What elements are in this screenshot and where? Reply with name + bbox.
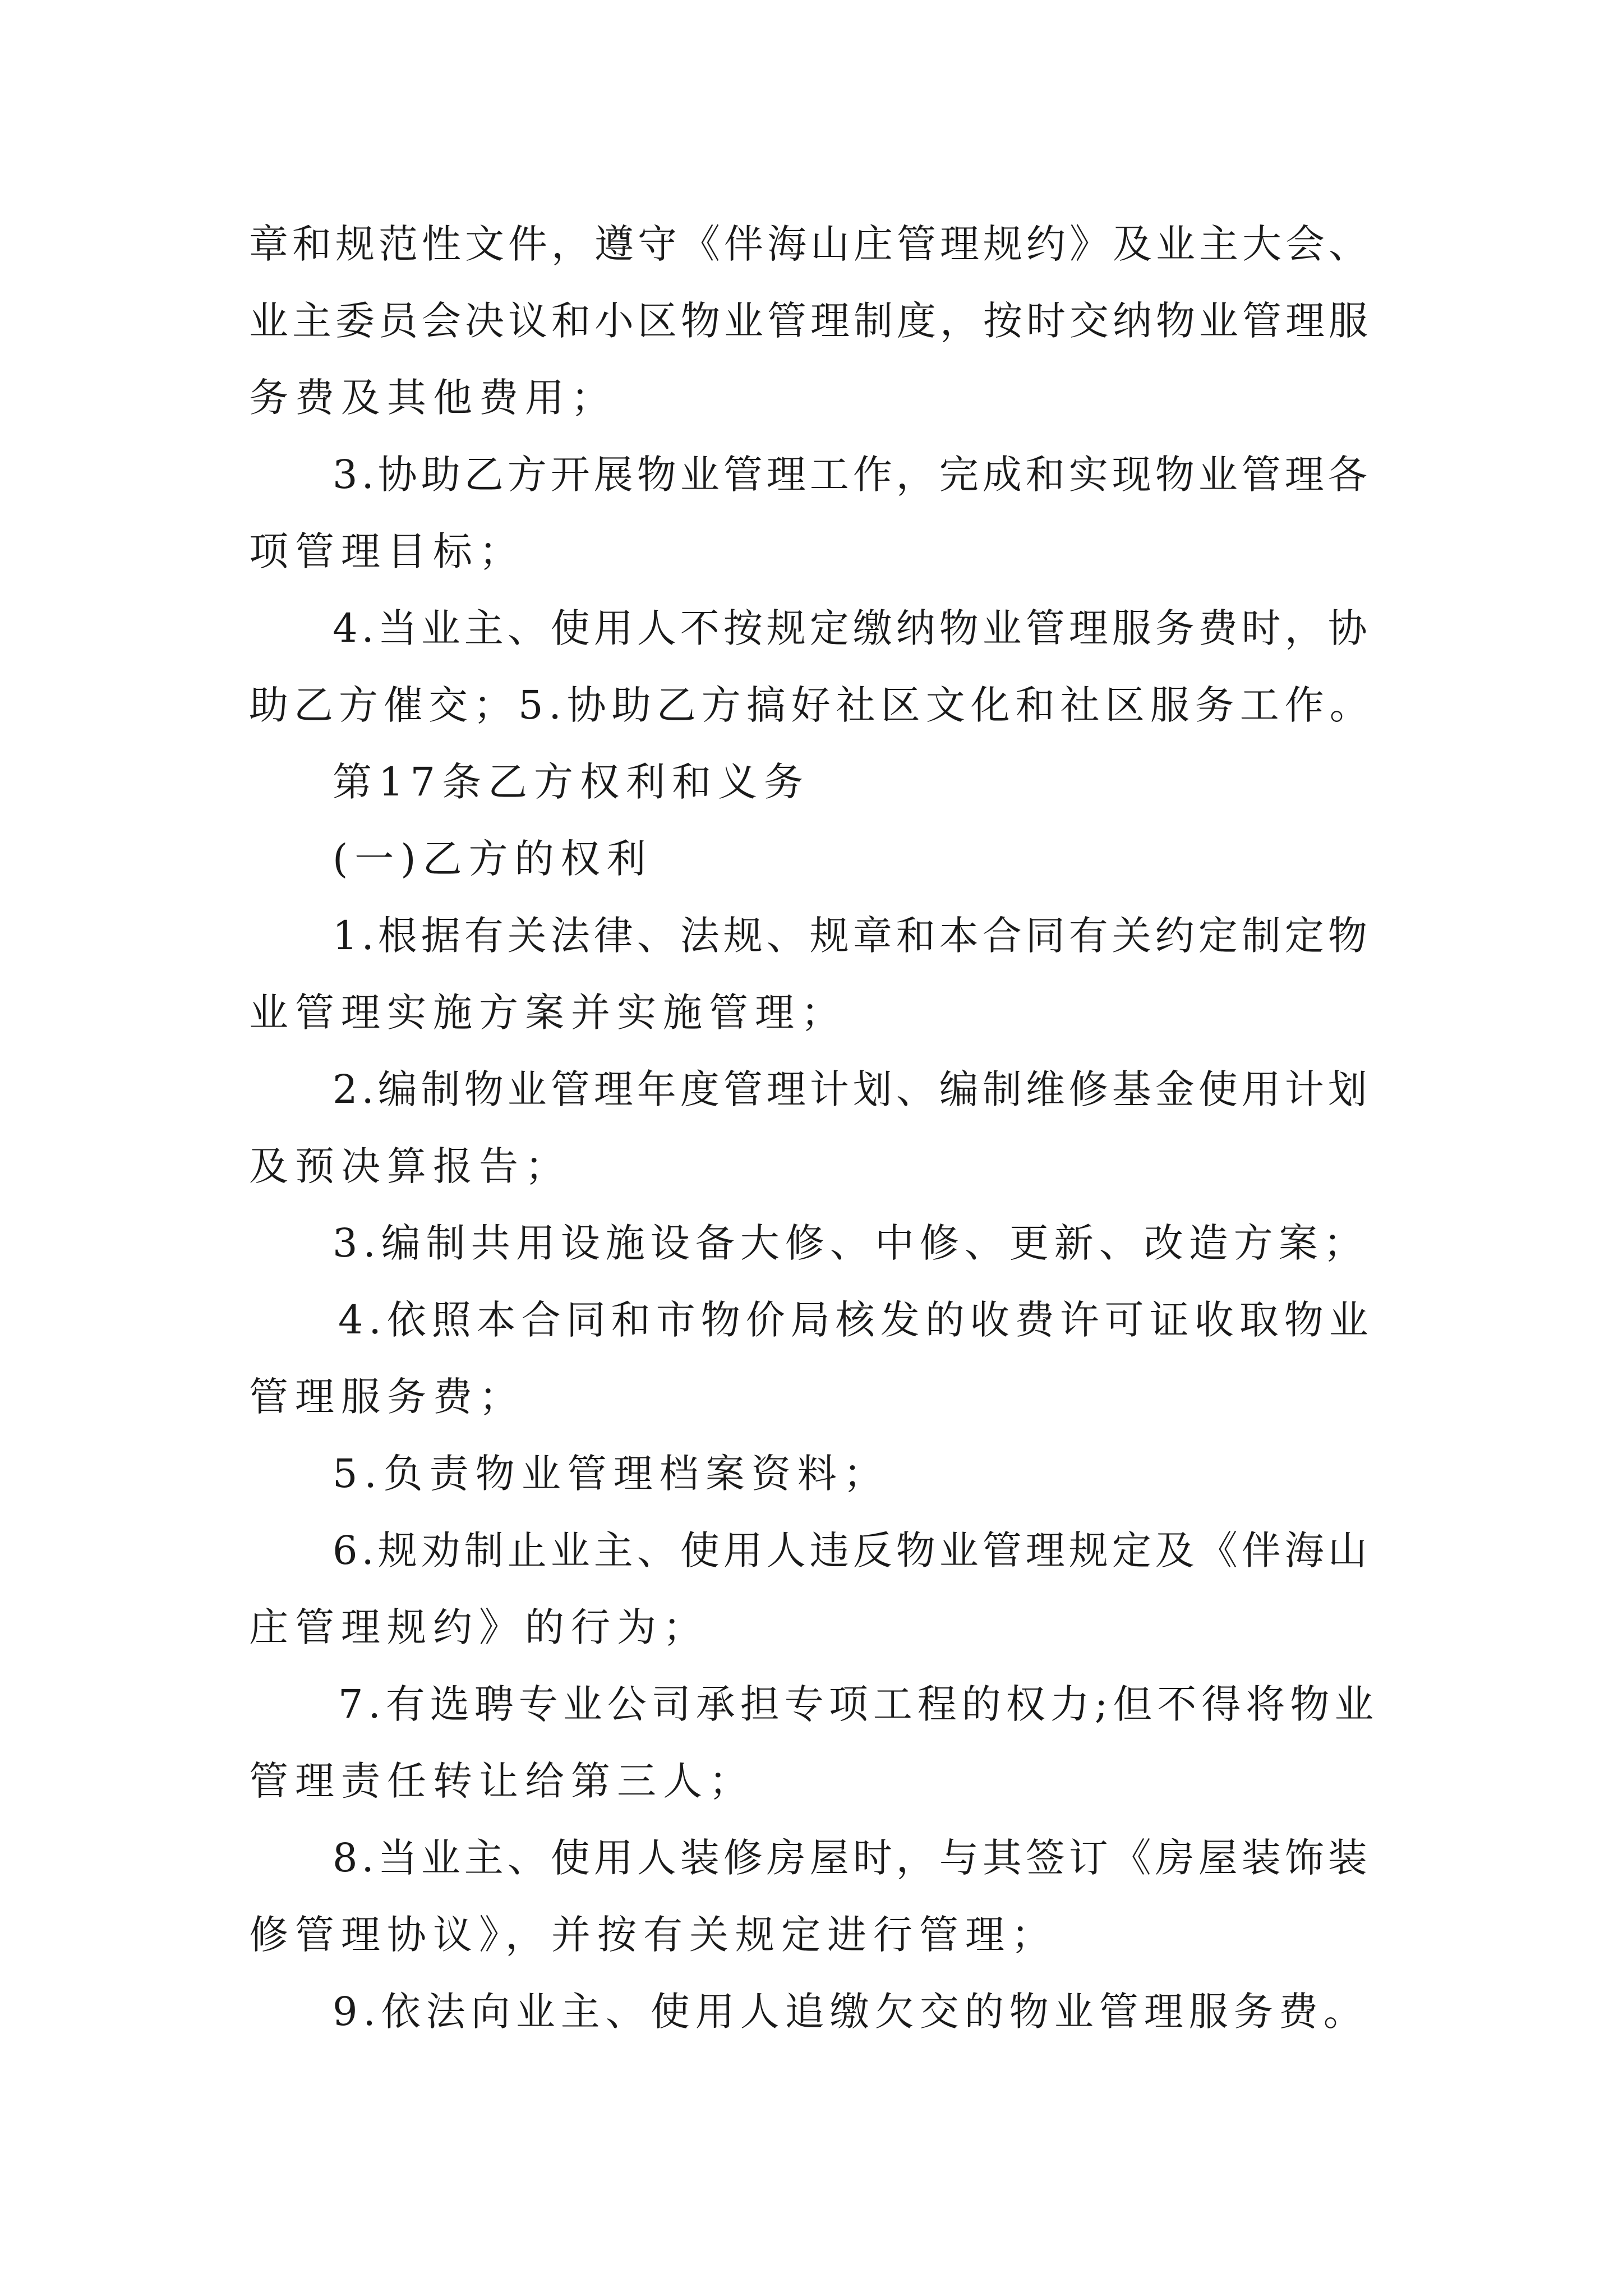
section-heading: 第17条乙方权利和义务 <box>333 759 810 805</box>
text-line: 章和规范性文件，遵守《伴海山庄管理规约》及业主大会、 <box>249 221 1372 267</box>
text-line: 2.编制物业管理年度管理计划、编制维修基金使用计划 <box>333 1066 1371 1112</box>
text-line: 庄管理规约》的行为； <box>249 1604 709 1650</box>
text-line: 3.协助乙方开展物业管理工作，完成和实现物业管理各 <box>333 452 1371 498</box>
text-line: 管理服务费； <box>249 1374 525 1420</box>
text-line: 3.编制共用设施设备大修、中修、更新、改造方案； <box>333 1220 1368 1266</box>
text-line: 助乙方催交；5.协助乙方搞好社区文化和社区服务工作。 <box>249 682 1375 728</box>
text-line: 8.当业主、使用人装修房屋时，与其签订《房屋装饰装 <box>333 1835 1371 1881</box>
text-line: 7.有选聘专业公司承担专项工程的权力;但不得将物业 <box>338 1681 1379 1727</box>
text-line: 4.依照本合同和市物价局核发的收费许可证收取物业 <box>338 1297 1374 1343</box>
text-line: 5.负责物业管理档案资料； <box>333 1451 889 1497</box>
text-line: 修管理协议》，并按有关规定进行管理； <box>249 1912 1057 1958</box>
text-line: 4.当业主、使用人不按规定缴纳物业管理服务费时，协 <box>333 605 1371 651</box>
text-line: 管理责任转让给第三人； <box>249 1758 755 1804</box>
text-line: 9.依法向业主、使用人追缴欠交的物业管理服务费。 <box>333 1989 1368 2035</box>
text-line: 务费及其他费用； <box>249 375 617 421</box>
text-line: 项管理目标； <box>249 528 525 574</box>
text-line: 业主委员会决议和小区物业管理制度，按时交纳物业管理服 <box>249 298 1372 344</box>
subsection-heading: (一)乙方的权利 <box>333 836 653 882</box>
text-line: 业管理实施方案并实施管理； <box>249 990 847 1036</box>
text-line: 1.根据有关法律、法规、规章和本合同有关约定制定物 <box>333 913 1371 959</box>
text-line: 6.规劝制止业主、使用人违反物业管理规定及《伴海山 <box>333 1527 1371 1573</box>
text-line: 及预决算报告； <box>249 1143 571 1189</box>
